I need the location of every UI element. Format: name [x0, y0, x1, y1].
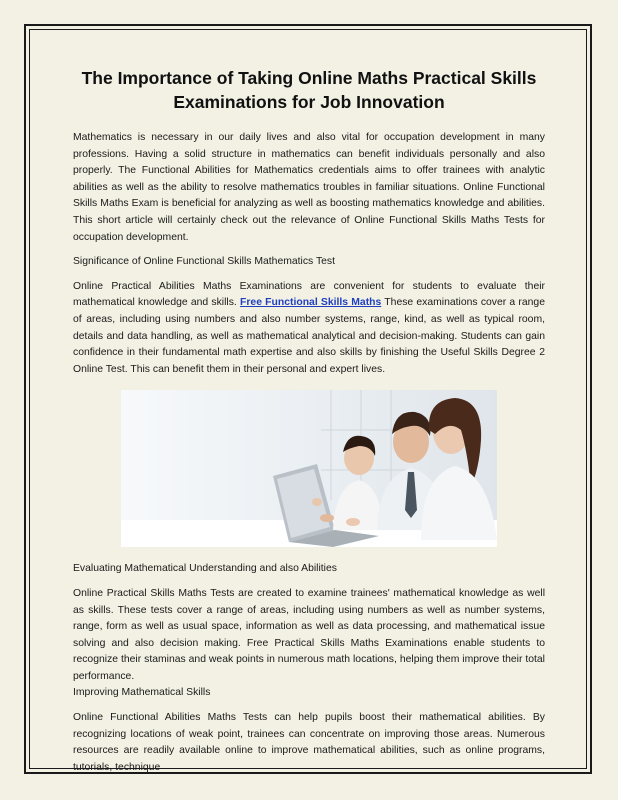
section-heading-significance: Significance of Online Functional Skills Mathematics Test [73, 256, 336, 268]
significance-paragraph [73, 279, 545, 379]
article-body [73, 66, 545, 784]
free-functional-skills-maths-link[interactable]: Free Functional Skills Maths [240, 297, 382, 309]
significance-text-after: These examinations cover a range of areas, including using numbers and also number systems, range, kind, as well as typical room, details and data handling, as well as mathematical analytical and decision-making. Students can gain confidence in their fundamental math expertise and also skills by finishing the Useful Skills Degree 2 Online Test. This can benefit them in their personal and expert lives. [73, 297, 545, 375]
section-heading-improving: Improving Mathematical Skills [73, 687, 211, 699]
section-heading-evaluating: Evaluating Mathematical Understanding and also Abilities [73, 563, 337, 575]
article-title: The Importance of Taking Online Maths Practical Skills Examinations for Job Innovation [81, 68, 537, 112]
office-team-photo [121, 390, 497, 547]
significance-text-before: Online Practical Abilities Maths Examinations are convenient for students to evaluate their mathematical knowledge and skills. [73, 280, 545, 309]
improving-paragraph: Online Functional Abilities Maths Tests can help pupils boost their mathematical abilities. By recognizing locations of weak point, trainees can concentrate on improving those areas. Numerous resources are readily available online to improve mathematical abilities, such as online programs, tutorials, technique [73, 712, 545, 773]
evaluating-paragraph: Online Practical Skills Maths Tests are created to examine trainees' mathematical knowledge as well as skills. These tests cover a range of areas, including using numbers as well as number systems, range, form as well as usual space, information as well as data processing, and mathematical issue solving and also decision making. Free Practical Skills Maths Examinations enable students to recognize their staminas and weak points in numerous math locations, helping them improve their total performance. [73, 587, 545, 682]
intro-paragraph: Mathematics is necessary in our daily lives and also vital for occupation development in many professions. Having a solid structure in mathematics can benefit individuals personally and also properly. The Functional Abilities for Mathematics credentials aims to offer trainees with analytic abilities as well as the ability to resolve mathematics troubles in familiar situations. Online Functional Skills Maths Exam is beneficial for analyzing as well as boosting mathematics knowledge and abilities. This short article will certainly check out the relevance of Online Functional Skills Maths Tests for occupation development. [73, 132, 545, 243]
